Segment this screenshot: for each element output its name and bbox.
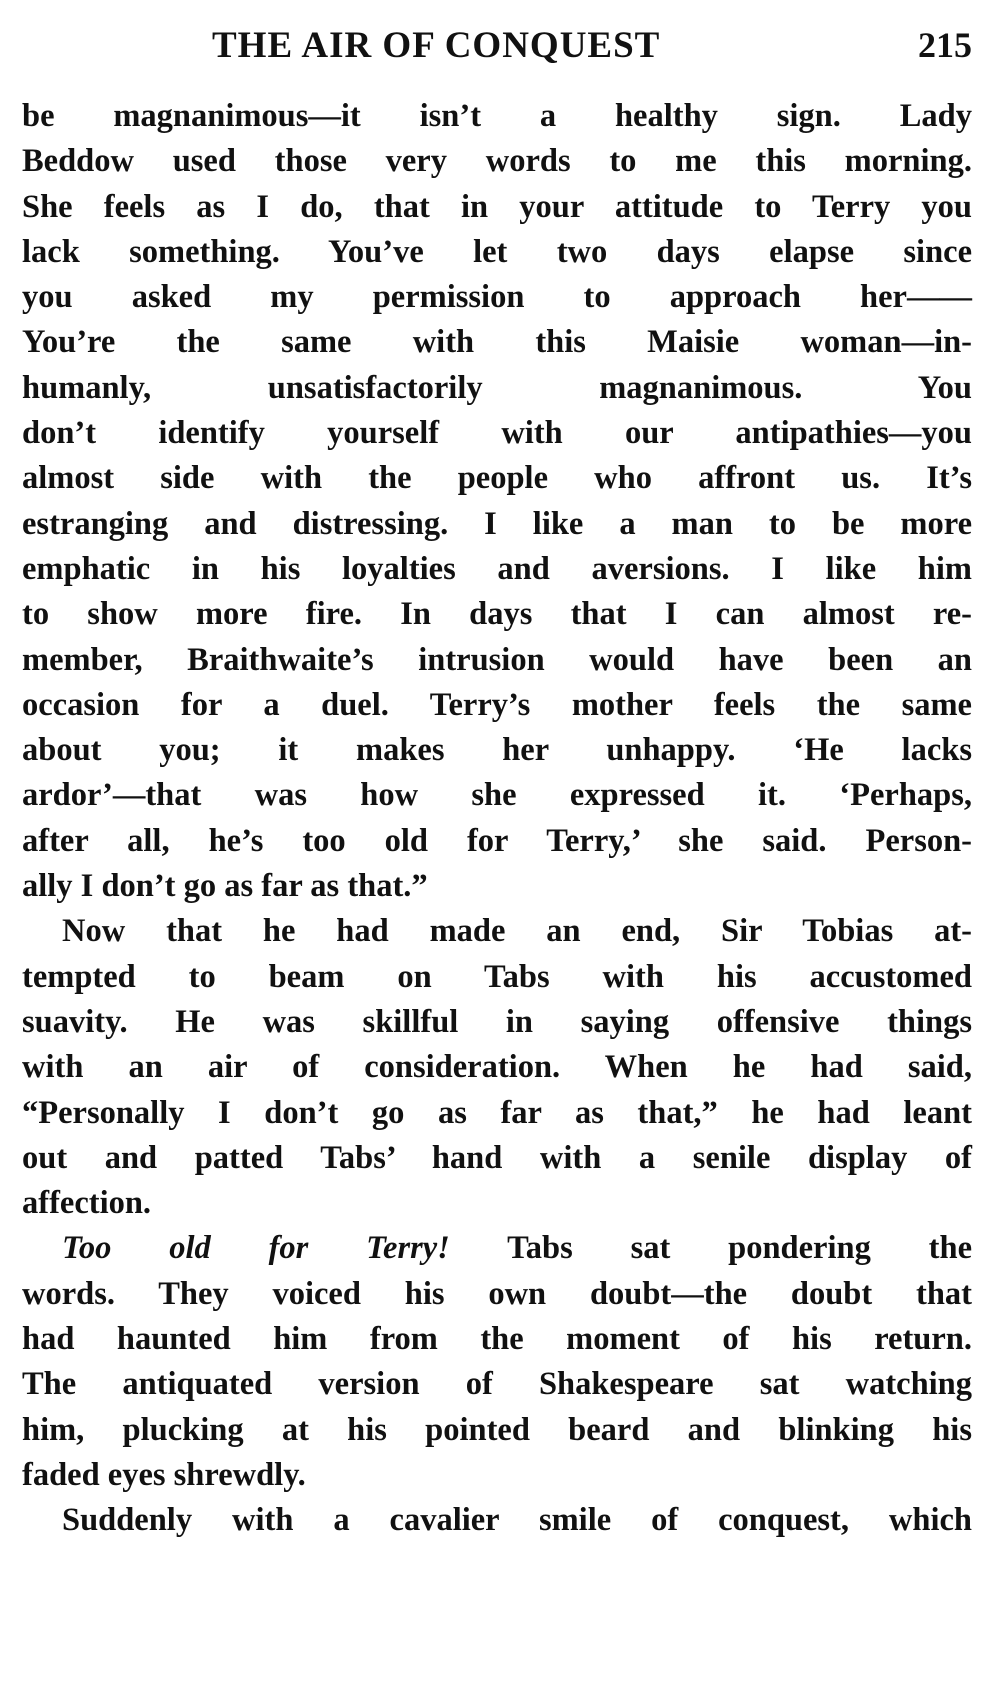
text-line: affection. xyxy=(22,1185,152,1222)
page-number: 215 xyxy=(918,25,972,65)
text-line: Suddenly with a cavalier smile of conquest, which xyxy=(62,1502,972,1539)
text-line: to show more fire. In days that I can almost re- xyxy=(22,596,972,633)
text-line: “Personally I don’t go as far as that,” he had leant xyxy=(22,1094,972,1131)
body-text xyxy=(22,94,972,1544)
text-line: be magnanimous—it isn’t a healthy sign. Lady xyxy=(22,98,972,134)
text-line: faded eyes shrewdly. xyxy=(22,1456,306,1493)
text-line: humanly, unsatisfactorily magnanimous. You xyxy=(22,369,972,406)
text-line: ally I don’t go as far as that.” xyxy=(22,868,428,905)
text-line: She feels as I do, that in your attitude to Terry you xyxy=(22,188,972,225)
text-line: after all, he’s too old for Terry,’ she said. Person- xyxy=(22,822,972,859)
text-line: Now that he had made an end, Sir Tobias at- xyxy=(62,913,972,950)
text-line: had haunted him from the moment of his return. xyxy=(22,1321,972,1358)
text-line: tempted to beam on Tabs with his accustomed xyxy=(22,958,972,995)
text-line: lack something. You’ve let two days elapse since xyxy=(22,233,972,270)
text-line: estranging and distressing. I like a man to be more xyxy=(22,505,972,542)
italic-phrase: Too old for Terry! xyxy=(62,1230,450,1267)
text-line: The antiquated version of Shakespeare sat watching xyxy=(22,1366,972,1403)
text-line: with an air of consideration. When he had said, xyxy=(22,1049,972,1086)
running-header xyxy=(22,24,972,74)
text-run: Tabs sat pondering the xyxy=(449,1230,972,1267)
text-line: suavity. He was skillful in saying offensive things xyxy=(22,1003,972,1040)
text-line: emphatic in his loyalties and aversions. I like him xyxy=(22,550,972,587)
text-line: out and patted Tabs’ hand with a senile display of xyxy=(22,1139,972,1176)
text-line: You’re the same with this Maisie woman—in- xyxy=(22,324,972,361)
text-line xyxy=(22,1226,972,1271)
text-line: ardor’—that was how she expressed it. ‘Perhaps, xyxy=(22,777,972,814)
text-line: him, plucking at his pointed beard and blinking his xyxy=(22,1411,972,1448)
text-line: member, Braithwaite’s intrusion would have been an xyxy=(22,641,972,678)
text-line: you asked my permission to approach her—— xyxy=(22,279,972,316)
text-line: occasion for a duel. Terry’s mother feels the same xyxy=(22,686,972,723)
running-title: THE AIR OF CONQUEST xyxy=(212,25,661,66)
text-line: don’t identify yourself with our antipathies—you xyxy=(22,415,972,452)
text-line: about you; it makes her unhappy. ‘He lacks xyxy=(22,732,972,769)
text-line: almost side with the people who affront us. It’s xyxy=(22,460,972,497)
text-line: words. They voiced his own doubt—the doubt that xyxy=(22,1275,972,1312)
text-line: Beddow used those very words to me this morning. xyxy=(22,143,972,180)
